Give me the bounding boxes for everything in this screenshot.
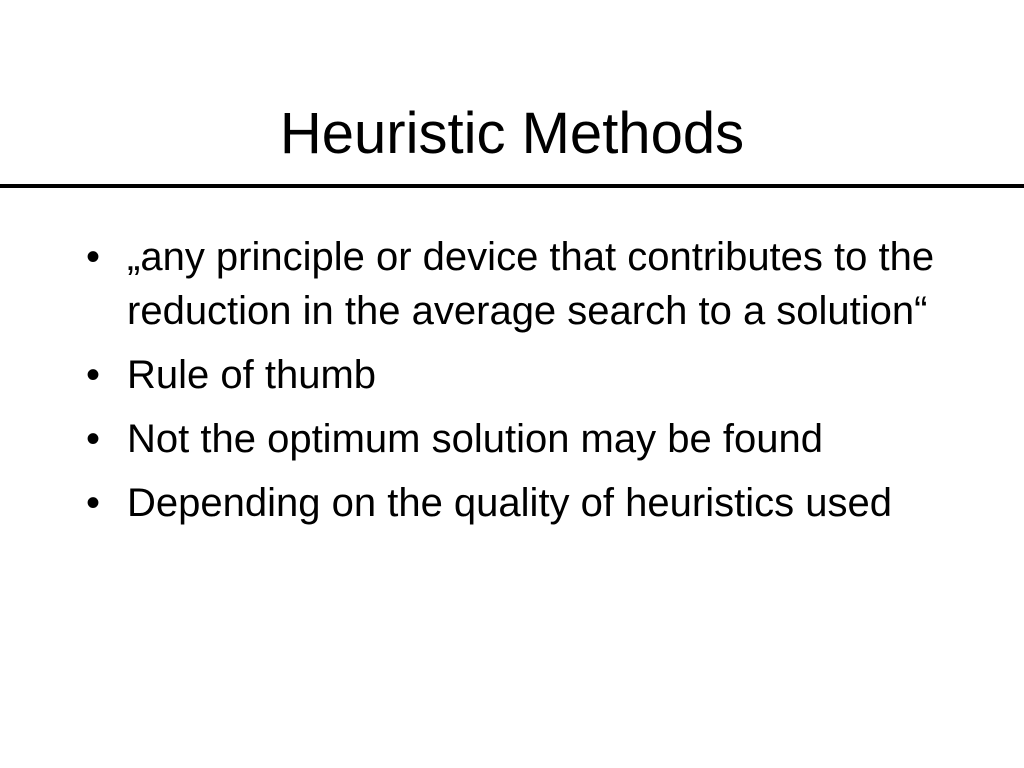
slide-title: Heuristic Methods (279, 101, 745, 166)
bullet-marker: • (86, 481, 101, 525)
bullet-marker: • (86, 235, 101, 279)
bullet-text: Rule of thumb (127, 353, 377, 397)
bullet-text: „any principle or device that contributes to the reduction in the average search to a solution“ (127, 235, 935, 333)
bullet-item (86, 412, 956, 466)
bullet-item (86, 230, 956, 338)
bullet-marker: • (86, 417, 101, 461)
title-divider (0, 184, 1024, 188)
bullet-item (86, 476, 956, 530)
bullet-marker: • (86, 353, 101, 397)
bullet-text: Depending on the quality of heuristics used (127, 481, 892, 525)
bullet-item (86, 348, 956, 402)
bullet-list (86, 230, 956, 540)
bullet-text: Not the optimum solution may be found (127, 417, 823, 461)
